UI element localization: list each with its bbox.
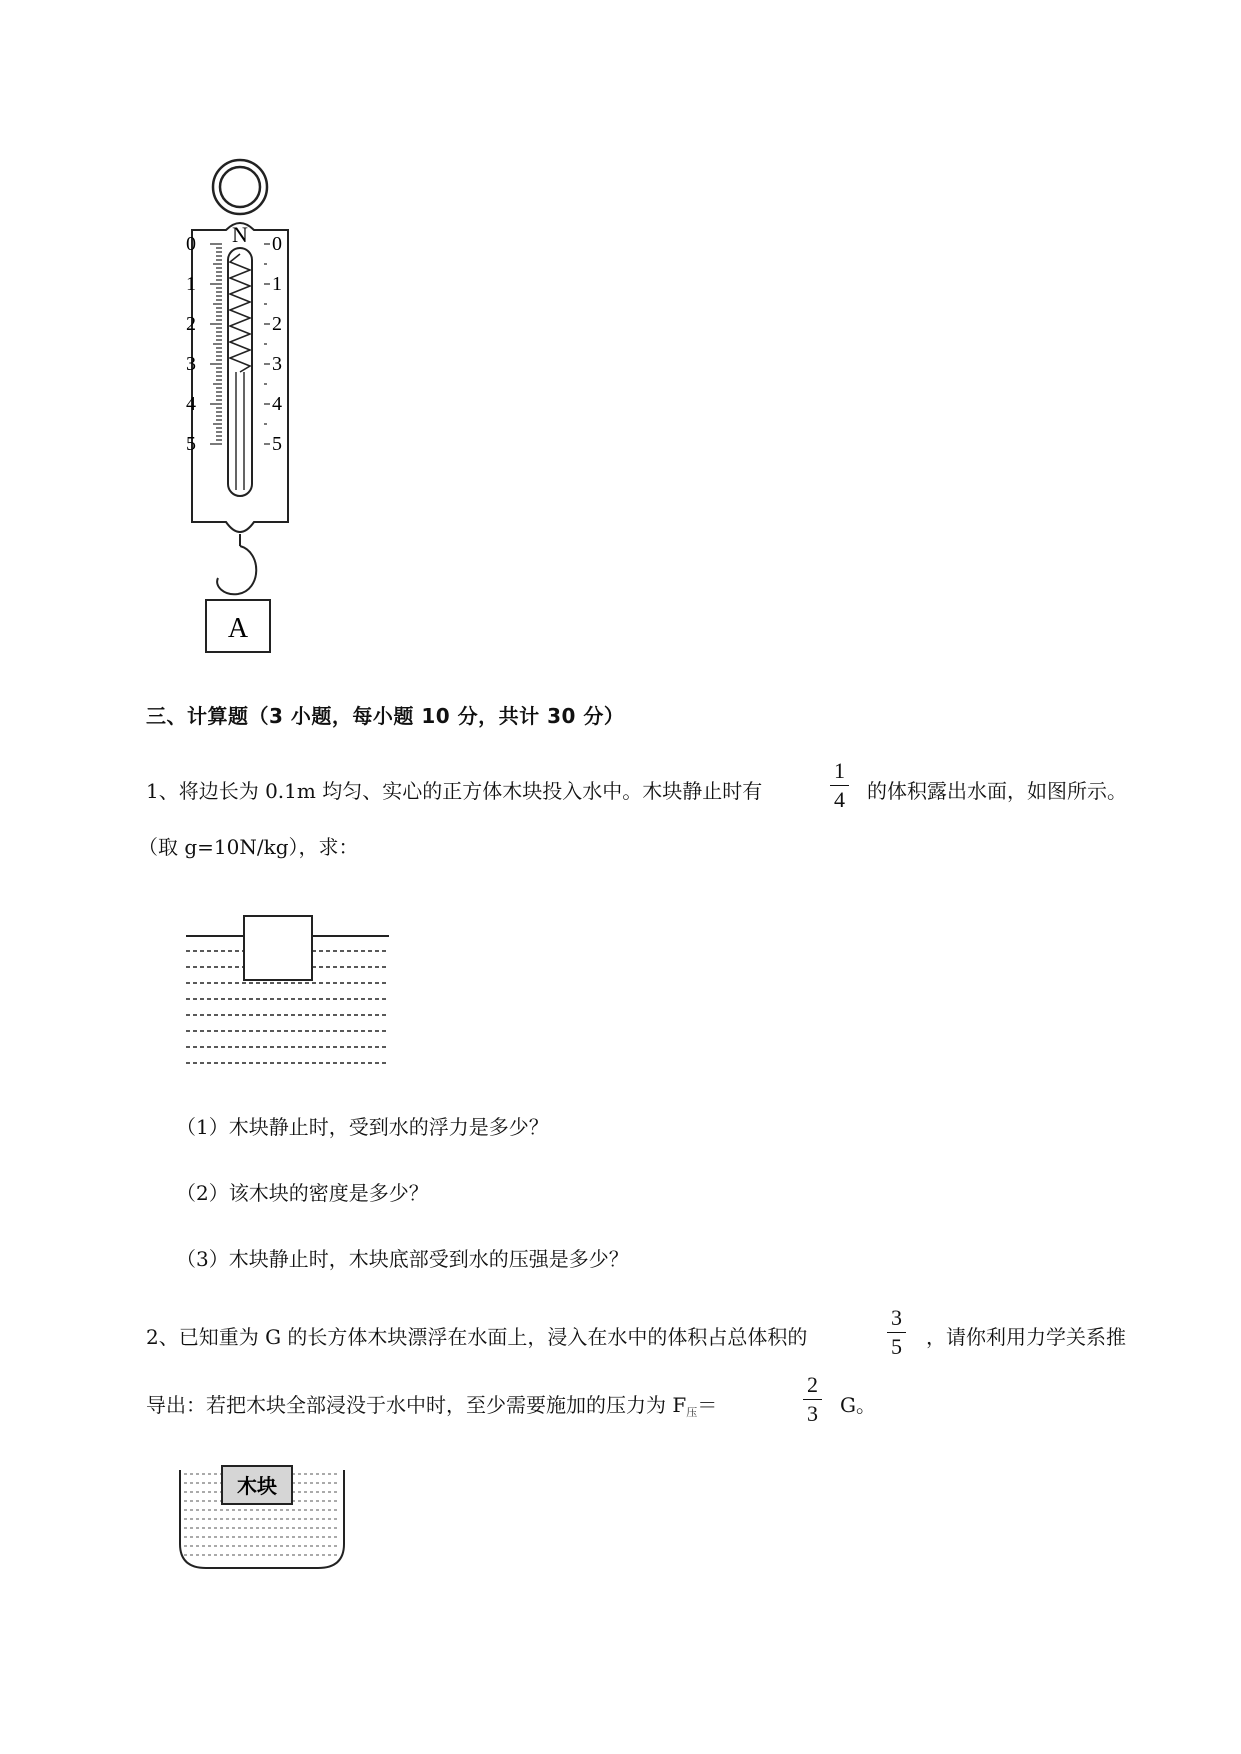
q2-equals: ＝ — [697, 1393, 718, 1417]
q1-text-after: 的体积露出水面，如图所示。 — [867, 779, 1127, 803]
q1-fraction — [830, 757, 849, 814]
wood-block-label: 木块 — [237, 1474, 277, 1498]
scale-labels-right — [272, 233, 282, 455]
scale-label-left: 0 — [186, 233, 196, 255]
q2-fraction-1-denominator: 5 — [891, 1334, 902, 1359]
q1-line2: （取 g=10N/kg），求： — [138, 835, 359, 859]
q1-fraction-numerator: 1 — [830, 757, 849, 786]
q2-fraction-2-numerator: 2 — [803, 1371, 822, 1400]
q1-fraction-denominator: 4 — [834, 787, 845, 812]
wood-cube — [244, 916, 312, 980]
scale-label-right: 3 — [272, 353, 282, 375]
section-title: 三、计算题（3 小题，每小题 10 分，共计 30 分） — [146, 704, 625, 728]
scale-label-left: 5 — [186, 433, 196, 455]
q2-fraction-2-denominator: 3 — [807, 1401, 818, 1426]
scale-label-left: 3 — [186, 353, 196, 375]
q2-text-before: 2、已知重为 G 的长方体木块漂浮在水面上，浸入在水中的体积占总体积的 — [146, 1325, 808, 1349]
scale-label-left: 1 — [186, 273, 196, 295]
scale-label-right: 2 — [272, 313, 282, 335]
q2-line2 — [146, 1389, 717, 1420]
q1-sub-question-2: （2）该木块的密度是多少？ — [176, 1181, 429, 1205]
wood-block-container-figure — [176, 1462, 348, 1580]
q2-subscript: 压 — [686, 1406, 698, 1419]
scale-ring-inner — [220, 167, 260, 207]
scale-label-left: 4 — [186, 393, 196, 415]
spring-scale-figure — [180, 150, 320, 670]
scale-label-right: 1 — [272, 273, 282, 295]
spring-coil — [230, 254, 250, 372]
q2-fraction-2 — [803, 1371, 822, 1428]
q1-sub-question-3: （3）木块静止时，木块底部受到水的压强是多少？ — [176, 1247, 629, 1271]
q1-text-before: 1、将边长为 0.1m 均匀、实心的正方体木块投入水中。木块静止时有 — [146, 779, 763, 803]
q2-fraction-1 — [887, 1304, 906, 1361]
q1-sub-question-1: （1）木块静止时，受到水的浮力是多少？ — [176, 1115, 549, 1139]
hook — [217, 546, 256, 594]
block-a-label: A — [227, 613, 249, 644]
q2-text-after: ，请你利用力学关系推 — [926, 1325, 1126, 1349]
unit-label: N — [232, 222, 248, 247]
scale-label-right: 5 — [272, 433, 282, 455]
q2-line2-text: 导出：若把木块全部浸没于水中时，至少需要施加的压力为 F — [146, 1393, 687, 1417]
q2-fraction-1-numerator: 3 — [887, 1304, 906, 1333]
scale-label-left: 2 — [186, 313, 196, 335]
scale-label-right: 0 — [272, 233, 282, 255]
floating-cube-figure — [184, 908, 394, 1078]
scale-label-right: 4 — [272, 393, 282, 415]
q2-line2-after: G。 — [840, 1393, 876, 1417]
scale-body — [192, 223, 288, 532]
